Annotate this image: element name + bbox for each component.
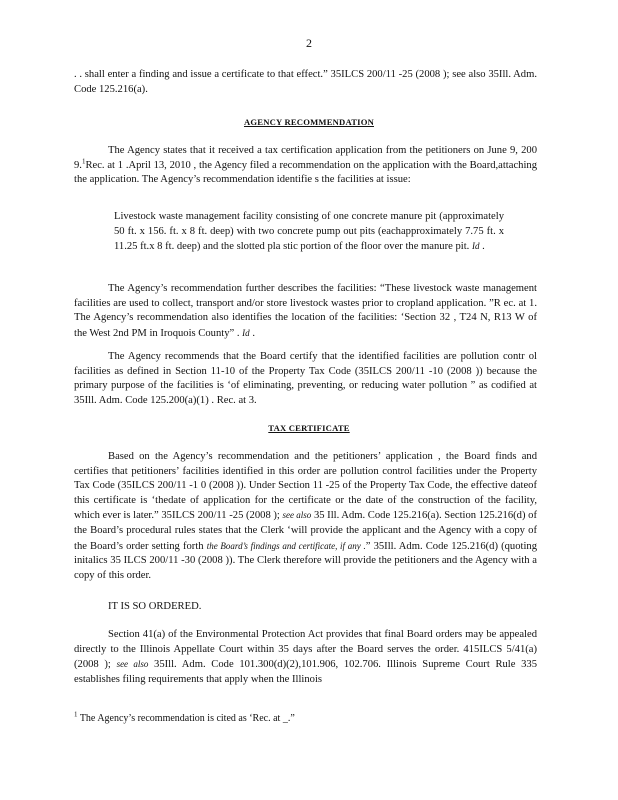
quote-text: Livestock waste management facility consisting of one concrete manure pit (approximately 50 ft. x 156. ft. x 8 ft. deep) with two concrete pump out pits (eachapproximately 7.75 ft. x 11.25 ft.x 8 ft. deep) and the slotted pla stic portion of the floor over the manure pit. [114,211,504,253]
p5-text-a: Section 41(a) of the Environmental Protection Act provides that final Board orders may be appealed directly to the Illinois Appellate Court within 35 days after the Board serves the order. 415ILCS 5/41(a) (2008 ); [74,629,537,671]
footnote-text: The Agency’s recommendation is cited as ‘Rec. at _.” [79,713,295,724]
paragraph-agency-states [74,144,537,188]
footnote-ref: 1 [81,157,86,166]
heading-tax-text: TAX CERTIFICATE [268,423,350,433]
page-number: 2 [306,36,312,50]
block-quote-facilities: Livestock waste management facility consisting of one concrete manure pit (approximately 50 ft. x 156. ft. x 8 ft. deep) with two concrete pump out pits (eachapproximately 7.75 ft. x 11.25 ft.x 8 ft. deep) and the slotted pla stic portion of the floor over the manure pit. Id . [114,211,504,253]
heading-tax-certificate [0,422,618,434]
p1-text-b: Rec. at 1 .April 13, 2010 , the Agency filed a recommendation on the application with the Board,attaching the application. The Agency’s recommendation identifie s the facilities at issue: [74,159,537,186]
quote-id: Id [471,241,480,252]
footnote-mark: 1 [74,710,78,719]
p4-text-c: ” 35Ill. Adm. Code 125.216(d) (quoting initalics 35 ILCS 200/11 -30 (2008 )). The Clerk therefore will provide the petitioners and the Agency with a copy of this order. [74,540,538,581]
p1-text-a: The Agency states that it received a tax certification application from the petitioners on June 9, 200 9. [74,145,537,171]
p5-see-also: see also [116,659,149,670]
p4-text-a: Based on the Agency’s recommendation and the petitioners’ application , the Board finds and certifies that petitioners’ facilities identified in this order are pollution control facilities under the Property Tax Code (35ILCS 200/11 -1 0 (2008 )). Under Section 11 -25 of the Property Tax Code, the effective dateof this certificate is ‘thedate of application for the certificate or the date of the construction of the facility, which ever is later.” 35ILCS 200/11 -25 (2008 ); [74,451,537,522]
p4-text-b: 35 Ill. Adm. Code 125.216(a). Section 125.216(d) of the Board’s procedural rules states that the Clerk ‘will provide the applicant and the Agency with a copy of the Board’s order setting forth [74,510,537,552]
p2-id: Id [242,327,250,338]
p5-text-b: 35Ill. Adm. Code 101.300(d)(2),101.906, 102.706. Illinois Supreme Court Rule 335 establishes filing requirements that apply when the Illinois [74,659,538,685]
heading-agency-text: AGENCY RECOMMENDATION [243,117,374,127]
p2-text: The Agency’s recommendation further describes the facilities: “These livestock waste management facilities are used to collect, transport and/or store livestock wastes prior to cropland application. ”R ec. at 1. The Agency’s recommendation also identifies the location of the facilities: ‘Section 32 , T24 N, R13 W of the West 2nd PM in Iroquois County” . [74,283,537,339]
paragraph-appeal [74,628,537,687]
paragraph-board-finds [74,450,537,583]
heading-agency-recommendation [0,116,618,128]
paragraph-further-describes: The Agency’s recommendation further describes the facilities: “These livestock waste management facilities are used to collect, transport and/or store livestock wastes prior to cropland application. ”R ec. at 1. The Agency’s recommendation also identifies the location of the facilities: ‘Section 32 , T24 N, R13 W of the West 2nd PM in Iroquois County” . Id . [74,283,537,339]
footnote [74,712,544,727]
p4-see-also: see also [282,510,312,521]
intro-text: . . shall enter a finding and issue a certificate to that effect.” 35ILCS 200/11 -25 (2008 ); see also 35Ill. Adm. Code 125.216(a). [74,69,537,95]
so-ordered: IT IS SO ORDERED. [108,601,202,612]
p4-italic-quote: the Board’s findings and certificate, if any . [206,540,366,551]
intro-paragraph [74,68,537,97]
p3-text: The Agency recommends that the Board certify that the identified facilities are pollution contr ol facilities as defined in Section 11-10 of the Property Tax Code (35ILCS 200/11 -10 (2008 )) because the primary purpose of the facilities is ‘of eliminating, preventing, or reducing water pollution ” as codified at 35Ill. Adm. Code 125.200(a)(1) . Rec. at 3. [74,351,537,406]
paragraph-agency-recommends [74,350,537,408]
